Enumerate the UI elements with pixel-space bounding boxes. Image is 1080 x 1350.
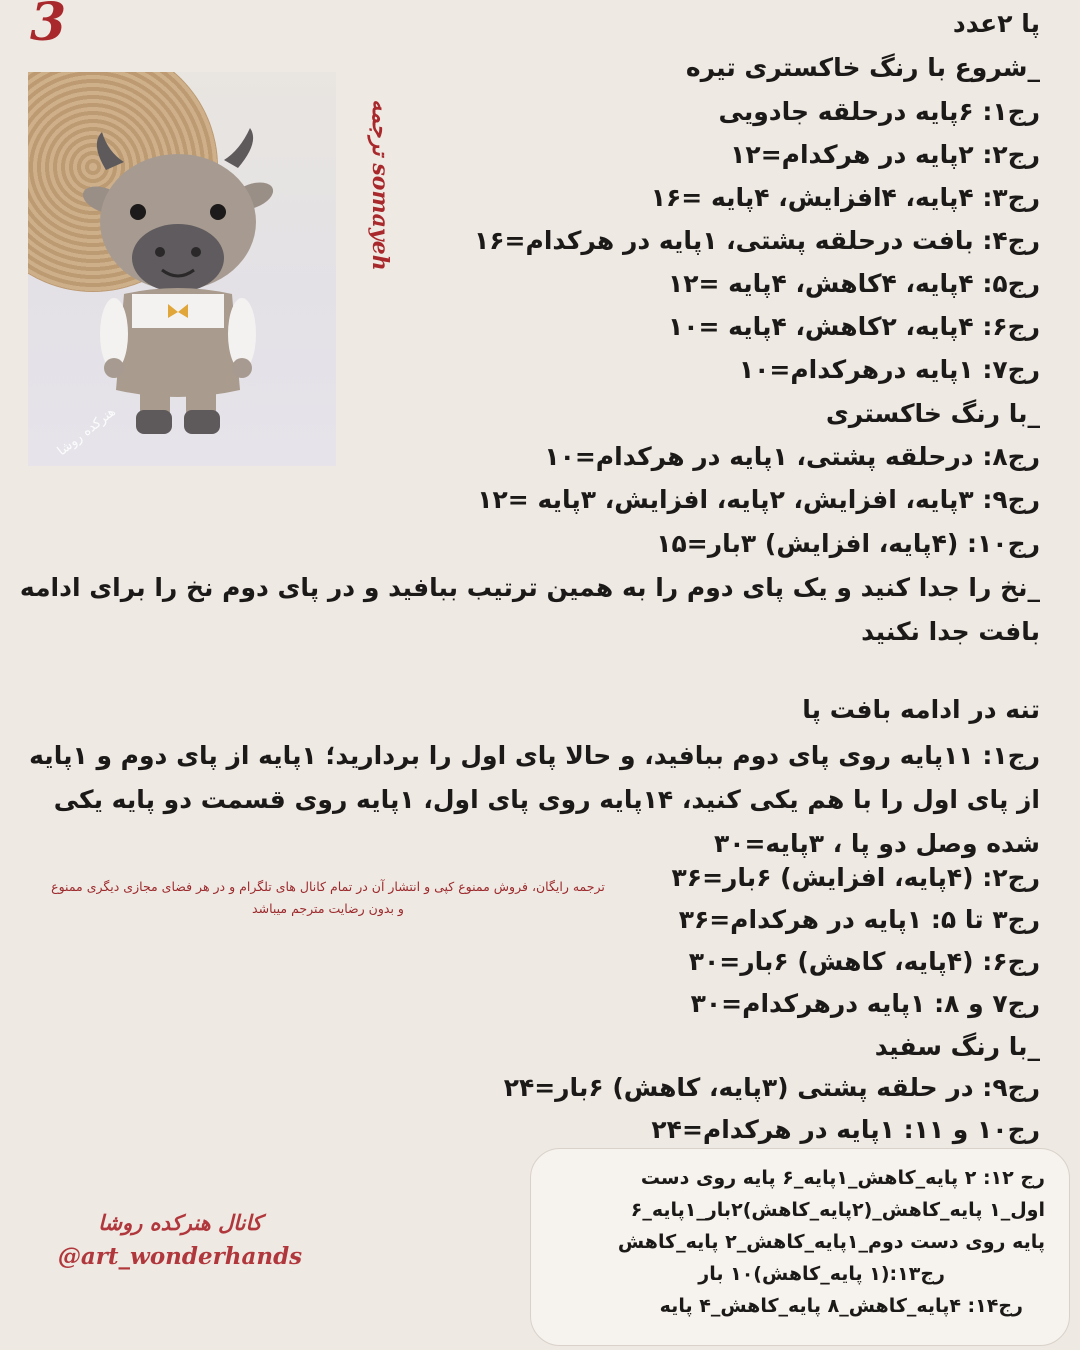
- instruction-line: رج۳: ۴پایه، ۴افزایش، ۴پایه =۱۶: [650, 183, 1040, 212]
- instruction-line: رج۴: بافت درحلقه پشتی، ۱پایه در هرکدام=۱۶: [474, 226, 1040, 255]
- instruction-line: رج۶: ۴پایه، ۲کاهش، ۴پایه =۱۰: [667, 312, 1040, 341]
- channel-name: کانال هنرکده روشا: [98, 1211, 262, 1235]
- box-line: رج۱۴: ۴پایه_کاهش_۸ پایه_کاهش_۴ پایه: [659, 1295, 1023, 1317]
- rows-12-14-box: [530, 1148, 1070, 1346]
- cut-yarn-note: _نخ را جدا کنید و یک پای دوم را به همین ترتیب ببافید و در پای دوم نخ را برای ادامه بافت جدا نکنید: [19, 573, 1040, 646]
- body-row-1: رج۱: ۱۱پایه روی پای دوم ببافید، و حالا پای اول را بردارید؛ ۱پایه از پای دوم و ۱پایه از پای اول را با هم یکی کنید، ۱۴پایه روی پای اول، ۱پایه روی قسمت دو پایه یکی شده وصل دو پا ، ۳پایه=۳۰: [29, 741, 1040, 858]
- instruction-line: رج۹: در حلقه پشتی (۳پایه، کاهش) ۶بار=۲۴: [503, 1073, 1040, 1102]
- section-title-legs: پا ۲عدد: [952, 9, 1040, 38]
- page-number: 3: [30, 0, 67, 53]
- amigurumi-bull-photo: [28, 72, 336, 466]
- instruction-line: رج۱۰ و ۱۱: ۱پایه در هرکدام=۲۴: [651, 1115, 1040, 1144]
- photo-watermark: هنرکده روشا: [54, 404, 119, 459]
- instruction-line: رج۳ تا ۵: ۱پایه در هرکدام=۳۶: [678, 905, 1040, 934]
- box-line: رج۱۳:(۱ پایه_کاهش)۱۰ بار: [698, 1263, 945, 1285]
- box-line: اول_۱ پایه_کاهش_(۲پایه_کاهش)۲بار_۱پایه_۶: [630, 1199, 1045, 1221]
- instruction-line: رج۲: (۴پایه، افزایش) ۶بار=۳۶: [671, 863, 1040, 892]
- translator-credit: [360, 80, 400, 290]
- instruction-line: رج۵: ۴پایه، ۴کاهش، ۴پایه =۱۲: [667, 269, 1040, 298]
- box-line: رج ۱۲: ۲ پایه_کاهش_۱پایه_۶ پایه روی دست: [640, 1167, 1045, 1189]
- box-line: پایه روی دست دوم_۱پایه_کاهش_۲ پایه_کاهش: [617, 1231, 1045, 1253]
- section-title-body: تنه در ادامه بافت پا: [802, 695, 1040, 724]
- instruction-line: رج۲: ۲پایه در هرکدام=۱۲: [730, 140, 1040, 169]
- instruction-line: رج۸: درحلقه پشتی، ۱پایه در هرکدام=۱۰: [544, 442, 1040, 471]
- instruction-line: رج۷: ۱پایه درهرکدام=۱۰: [738, 355, 1040, 384]
- instruction-line: رج۱: ۶پایه درحلقه جادویی: [718, 97, 1040, 126]
- instruction-line: رج۷ و ۸: ۱پایه درهرکدام=۳۰: [690, 989, 1040, 1018]
- instruction-line: _با رنگ خاکستری: [825, 399, 1040, 428]
- translator-credit-text: somayeh ترجمه: [367, 99, 393, 271]
- channel-credit: [40, 1206, 320, 1274]
- instruction-line: رج۱۰: (۴پایه، افزایش) ۳بار=۱۵: [656, 529, 1040, 558]
- instruction-line: رج۹: ۳پایه، افزایش، ۲پایه، افزایش، ۳پایه =۱۲: [477, 485, 1040, 514]
- instruction-line: _با رنگ سفید: [874, 1032, 1040, 1061]
- channel-handle: @art_wonderhands: [57, 1243, 303, 1270]
- bull-toy-illustration: [28, 72, 336, 466]
- copyright-notice: ترجمه رایگان، فروش ممنوع کپی و انتشار آن در تمام کانال های تلگرام و در هر فضای مجازی دیگری ممنوع و بدون رضایت مترجم میباشد: [51, 879, 605, 916]
- instruction-line: رج۶: (۴پایه، کاهش) ۶بار=۳۰: [688, 947, 1040, 976]
- instruction-line: _شروع با رنگ خاکستری تیره: [685, 53, 1040, 82]
